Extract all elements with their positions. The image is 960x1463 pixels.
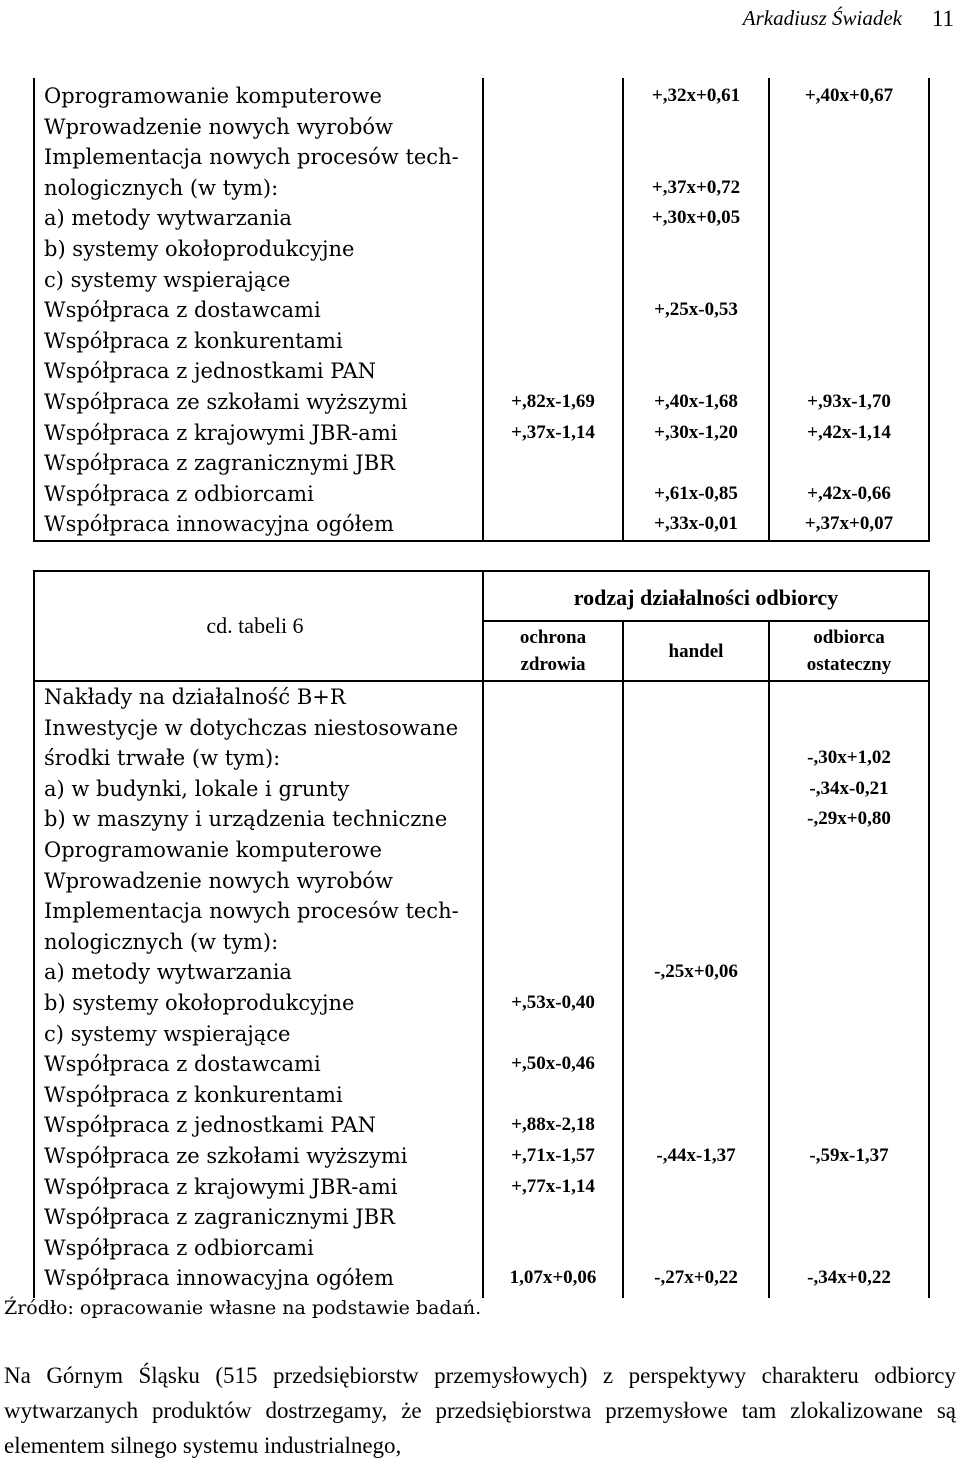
- row-label: Współpraca z odbiorcami: [44, 1235, 314, 1260]
- cell-value: +,61x-0,85: [654, 482, 738, 504]
- page-number: 11: [931, 6, 954, 31]
- cell-value: -,29x+0,80: [807, 808, 891, 830]
- cell-value: +,33x-0,01: [654, 513, 738, 535]
- table-top-divider: [482, 78, 484, 542]
- row-label: Współpraca ze szkołami wyższymi: [44, 390, 408, 414]
- cell-value: +,25x-0,53: [654, 299, 738, 321]
- col-header-line: zdrowia: [520, 654, 586, 675]
- cell-value: +,71x-1,57: [511, 1145, 595, 1166]
- row-label: b) systemy okołoprodukcyjne: [44, 991, 355, 1015]
- row-label: Oprogramowanie komputerowe: [44, 84, 382, 108]
- row-label: Inwestycje w dotychczas niestosowane: [44, 715, 459, 740]
- row-label: Współpraca z konkurentami: [44, 328, 343, 353]
- cell-value: -,44x-1,37: [656, 1145, 736, 1166]
- cell-value: 1,07x+0,06: [509, 1267, 597, 1289]
- cell-value: +,88x-2,18: [511, 1114, 595, 1136]
- row-label: a) metody wytwarzania: [44, 206, 292, 231]
- row-label: Współpraca z zagranicznymi JBR: [44, 451, 395, 476]
- cell-value: +,37x-1,14: [511, 421, 595, 443]
- row-label: Wprowadzenie nowych wyrobów: [44, 114, 394, 139]
- table-bottom-divider: [768, 622, 770, 1298]
- cell-value: -,30x+1,02: [807, 747, 891, 769]
- row-label: Współpraca z odbiorcami: [44, 481, 314, 506]
- col-header-line: odbiorca: [813, 627, 885, 648]
- row-label: a) metody wytwarzania: [44, 960, 292, 985]
- row-label: Implementacja nowych procesów tech-: [44, 145, 459, 170]
- cell-value: -,59x-1,37: [809, 1145, 889, 1166]
- row-label: c) systemy wspierające: [44, 267, 291, 292]
- cell-value: -,25x+0,06: [654, 961, 738, 983]
- row-label: nologicznych (w tym):: [44, 929, 279, 954]
- cell-value: +,50x-0,46: [511, 1053, 595, 1075]
- cell-value: +,53x-0,40: [511, 992, 595, 1013]
- row-label: Współpraca z krajowymi JBR-ami: [44, 1174, 398, 1199]
- row-label: b) w maszyny i urządzenia techniczne: [44, 807, 448, 832]
- row-label: Współpraca z zagranicznymi JBR: [44, 1205, 395, 1230]
- row-label: środki trwałe (w tym):: [44, 746, 281, 771]
- cell-value: +,82x-1,69: [511, 391, 595, 412]
- cell-value: +,30x-1,20: [654, 421, 738, 443]
- col-header-line: ochrona: [519, 627, 587, 648]
- row-label: Współpraca z dostawcami: [44, 298, 321, 323]
- cell-value: +,32x+0,61: [651, 85, 741, 106]
- cell-value: +,30x+0,05: [651, 207, 741, 229]
- cell-value: +,42x-1,14: [807, 421, 891, 443]
- cell-value: +,37x+0,72: [651, 176, 741, 198]
- col-header-odbiorca-ostateczny: [770, 624, 928, 678]
- cell-value: +,40x-1,68: [654, 391, 738, 412]
- row-label: Współpraca z dostawcami: [44, 1052, 321, 1077]
- col-header-line: ostateczny: [806, 654, 892, 675]
- body-paragraph: Na Górnym Śląsku (515 przedsiębiorstw przemysłowych) z perspektywy charakteru odbiorcy wytwarzanych produktów dostrzegamy, że przedsiębiorstwa przemysłowe tam zlokalizowane są elementem silnego systemu industrialnego,: [4, 1363, 956, 1458]
- table-bottom-header-rule: [482, 620, 930, 622]
- table-top-divider: [768, 78, 770, 542]
- source-note: Źródło: opracowanie własne na podstawie badań.: [4, 1297, 482, 1319]
- row-label: Współpraca z jednostkami PAN: [44, 359, 377, 384]
- cell-value: +,42x-0,66: [807, 482, 891, 504]
- cell-value: +,93x-1,70: [807, 391, 891, 412]
- row-label: Współpraca z krajowymi JBR-ami: [44, 420, 398, 445]
- row-label: Współpraca ze szkołami wyższymi: [44, 1144, 408, 1168]
- row-label: Oprogramowanie komputerowe: [44, 838, 382, 862]
- row-label: a) w budynki, lokale i grunty: [44, 776, 350, 801]
- row-label: c) systemy wspierające: [44, 1021, 291, 1046]
- row-label: Implementacja nowych procesów tech-: [44, 899, 459, 924]
- cell-value: +,40x+0,67: [804, 85, 894, 106]
- row-label: Nakłady na działalność B+R: [44, 685, 346, 709]
- row-label: Współpraca innowacyjna ogółem: [44, 1266, 394, 1291]
- row-label: Współpraca z jednostkami PAN: [44, 1113, 377, 1138]
- group-header: rodzaj działalności odbiorcy: [573, 585, 839, 610]
- cell-value: -,27x+0,22: [654, 1267, 738, 1289]
- caption-cd-tabeli: cd. tabeli 6: [206, 613, 304, 638]
- cell-value: +,37x+0,07: [804, 513, 894, 535]
- cell-value: -,34x+0,22: [807, 1267, 891, 1289]
- cell-value: +,77x-1,14: [511, 1175, 595, 1197]
- cell-value: -,34x-0,21: [809, 777, 889, 799]
- row-label: Współpraca z konkurentami: [44, 1082, 343, 1107]
- col-header-handel: handel: [668, 641, 724, 662]
- running-header-author: Arkadiusz Świadek: [742, 6, 902, 30]
- col-header-ochrona-zdrowia: [484, 624, 622, 678]
- row-label: b) systemy okołoprodukcyjne: [44, 237, 355, 261]
- row-label: Współpraca innowacyjna ogółem: [44, 512, 394, 537]
- row-label: nologicznych (w tym):: [44, 175, 279, 200]
- row-label: Wprowadzenie nowych wyrobów: [44, 868, 394, 893]
